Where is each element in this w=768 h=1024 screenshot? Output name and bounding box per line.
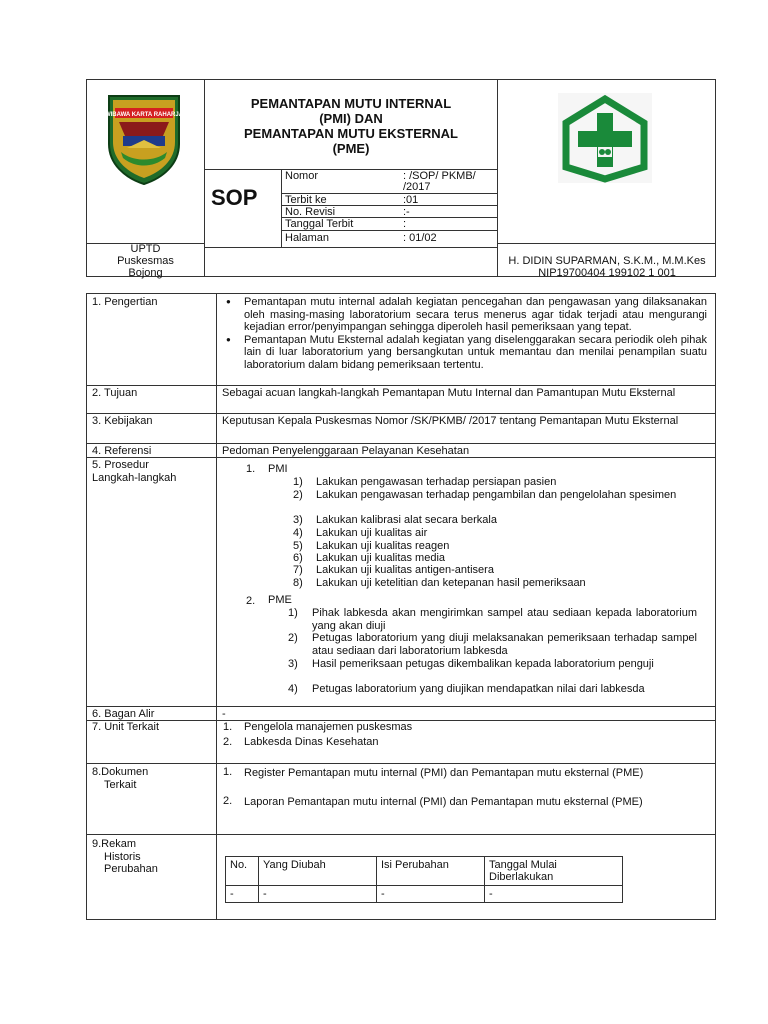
step-num: 4) — [288, 683, 298, 695]
document-title: PEMANTAPAN MUTU INTERNAL (PMI) DAN PEMANTAPAN MUTU EKSTERNAL (PME) — [243, 96, 458, 156]
logo-text: WIBAWA KARTA RAHARJA — [104, 112, 184, 118]
step-text: Pihak labkesda akan mengirimkan sampel atau sediaan kepada laboratorium yang akan diuji — [312, 607, 697, 632]
unit-num: 1. — [223, 721, 233, 733]
meta-value-revisi: :- — [403, 206, 410, 218]
regency-logo — [103, 92, 185, 186]
pengertian-bullet: ● Pemantapan mutu internal adalah kegiatan pencegahan dan pengawasan yang dilaksanakan oleh masing-masing laboratorium secara terus menerus agar tidak terjadi atau mengurangi kejadian error/penyimpangan sehingga diperoleh hasil pemeriksaan yang tepat. — [244, 296, 707, 334]
meta-label-nomor: Nomor — [285, 170, 319, 182]
col-header: No. — [226, 857, 259, 886]
step-num: 1) — [288, 607, 298, 619]
prosedur-group-num: 2. — [246, 595, 256, 607]
meta-value-tanggal: : — [403, 218, 407, 230]
dokumen-item: Laporan Pemantapan mutu internal (PMI) dan Pemantapan mutu eksternal (PME) — [244, 796, 643, 808]
meta-value-terbit: :01 — [403, 194, 419, 206]
meta-label-terbit: Terbit ke — [285, 194, 327, 206]
section-label-prosedur: 5. Prosedur Langkah-langkah — [92, 459, 177, 484]
table-row — [226, 886, 623, 903]
unit-name: UPTD Puskesmas Bojong — [117, 243, 174, 279]
meta-value-nomor: : /SOP/ PKMB/ — [403, 170, 476, 182]
section-label-unit-terkait: 7. Unit Terkait — [92, 721, 160, 733]
step-text: Lakukan pengawasan terhadap pengambilan dan pengelolahan spesimen — [316, 489, 677, 501]
step-text: Lakukan pengawasan terhadap persiapan pasien — [316, 476, 557, 488]
dokumen-item: Register Pemantapan mutu internal (PMI) dan Pemantapan mutu eksternal (PME) — [244, 767, 644, 779]
signer-block — [497, 255, 717, 279]
step-text: Lakukan uji kualitas media — [316, 552, 446, 564]
step-text: Lakukan uji ketelitian dan ketepanan hasil pemeriksaan — [316, 577, 586, 589]
step-text: Petugas laboratorium yang diuji melaksanakan pemeriksaan terhadap sampel atau sediaan dari laboratorium labkesda — [312, 632, 697, 657]
section-label-bagan-alir: 6. Bagan Alir — [92, 708, 155, 720]
col-header: Isi Perubahan — [377, 857, 485, 886]
section-label-dokumen-terkait: 8.Dokumen Terkait — [92, 766, 149, 791]
kebijakan-text: Keputusan Kepala Puskesmas Nomor /SK/PKMB/ /2017 tentang Pemantapan Mutu Eksternal — [222, 415, 679, 427]
dokumen-num: 1. — [223, 766, 233, 778]
tujuan-text: Sebagai acuan langkah-langkah Pemantapan Mutu Internal dan Pamantupan Mutu Eksternal — [222, 387, 676, 399]
pengertian-content — [244, 296, 707, 371]
table-cell: - — [226, 886, 259, 903]
step-text: Lakukan kalibrasi alat secara berkala — [316, 514, 497, 526]
table-cell: - — [377, 886, 485, 903]
prosedur-group-title: PME — [268, 594, 292, 606]
step-num: 3) — [293, 514, 303, 526]
step-num: 6) — [293, 552, 303, 564]
step-text: Hasil pemeriksaan petugas dikembalikan kepada laboratorium penguji — [312, 658, 654, 670]
step-num: 7) — [293, 564, 303, 576]
meta-label-revisi: No. Revisi — [285, 206, 336, 218]
meta-value-halaman: : 01/02 — [403, 232, 437, 244]
step-num: 5) — [293, 540, 303, 552]
step-num: 2) — [288, 632, 298, 644]
step-num: 8) — [293, 577, 303, 589]
section-label-kebijakan: 3. Kebijakan — [92, 415, 153, 427]
pengertian-bullet: ● Pemantapan Mutu Eksternal adalah kegiatan yang diselenggarakan secara periodik oleh pihak lain di luar laboratorium yang bersangkutan untuk memantau dan menilai penampilan suatu laboratorium dalam bidang pemeriksaan tertentu. — [244, 334, 707, 372]
unit-item: Pengelola manajemen puskesmas — [244, 721, 413, 733]
section-label-pengertian: 1. Pengertian — [92, 296, 158, 308]
step-num: 2) — [293, 489, 303, 501]
table-header-row — [226, 857, 623, 886]
section-label-rekam-historis: 9.Rekam Historis Perubahan — [92, 838, 158, 875]
puskesmas-logo — [558, 93, 652, 183]
dokumen-num: 2. — [223, 795, 233, 807]
signer-nip: NIP19700404 199102 1 001 — [538, 267, 676, 279]
col-header: Yang Diubah — [259, 857, 377, 886]
prosedur-group-num: 1. — [246, 463, 256, 475]
meta-label-halaman: Halaman — [285, 232, 330, 244]
unit-num: 2. — [223, 736, 233, 748]
meta-label-tanggal: Tanggal Terbit — [285, 218, 354, 230]
bagan-alir-text: - — [222, 708, 226, 720]
step-num: 3) — [288, 658, 298, 670]
step-text: Lakukan uji kualitas antigen-antisera — [316, 564, 494, 576]
step-text: Petugas laboratorium yang diujikan mendapatkan nilai dari labkesda — [312, 683, 645, 695]
col-header: Tanggal Mulai Diberlakukan — [485, 857, 623, 886]
signer-name: H. DIDIN SUPARMAN, S.K.M., M.M.Kes — [508, 255, 706, 267]
referensi-text: Pedoman Penyelenggaraan Pelayanan Kesehatan — [222, 445, 470, 457]
revision-table — [225, 856, 623, 903]
section-label-referensi: 4. Referensi — [92, 445, 152, 457]
step-text: Lakukan uji kualitas reagen — [316, 540, 450, 552]
prosedur-group-title: PMI — [268, 463, 288, 475]
unit-item: Labkesda Dinas Kesehatan — [244, 736, 379, 748]
table-cell: - — [259, 886, 377, 903]
meta-value-nomor-cont: /2017 — [403, 181, 431, 193]
step-num: 1) — [293, 476, 303, 488]
step-num: 4) — [293, 527, 303, 539]
table-cell: - — [485, 886, 623, 903]
sop-label: SOP — [211, 185, 258, 210]
step-text: Lakukan uji kualitas air — [316, 527, 428, 539]
section-label-tujuan: 2. Tujuan — [92, 387, 138, 399]
